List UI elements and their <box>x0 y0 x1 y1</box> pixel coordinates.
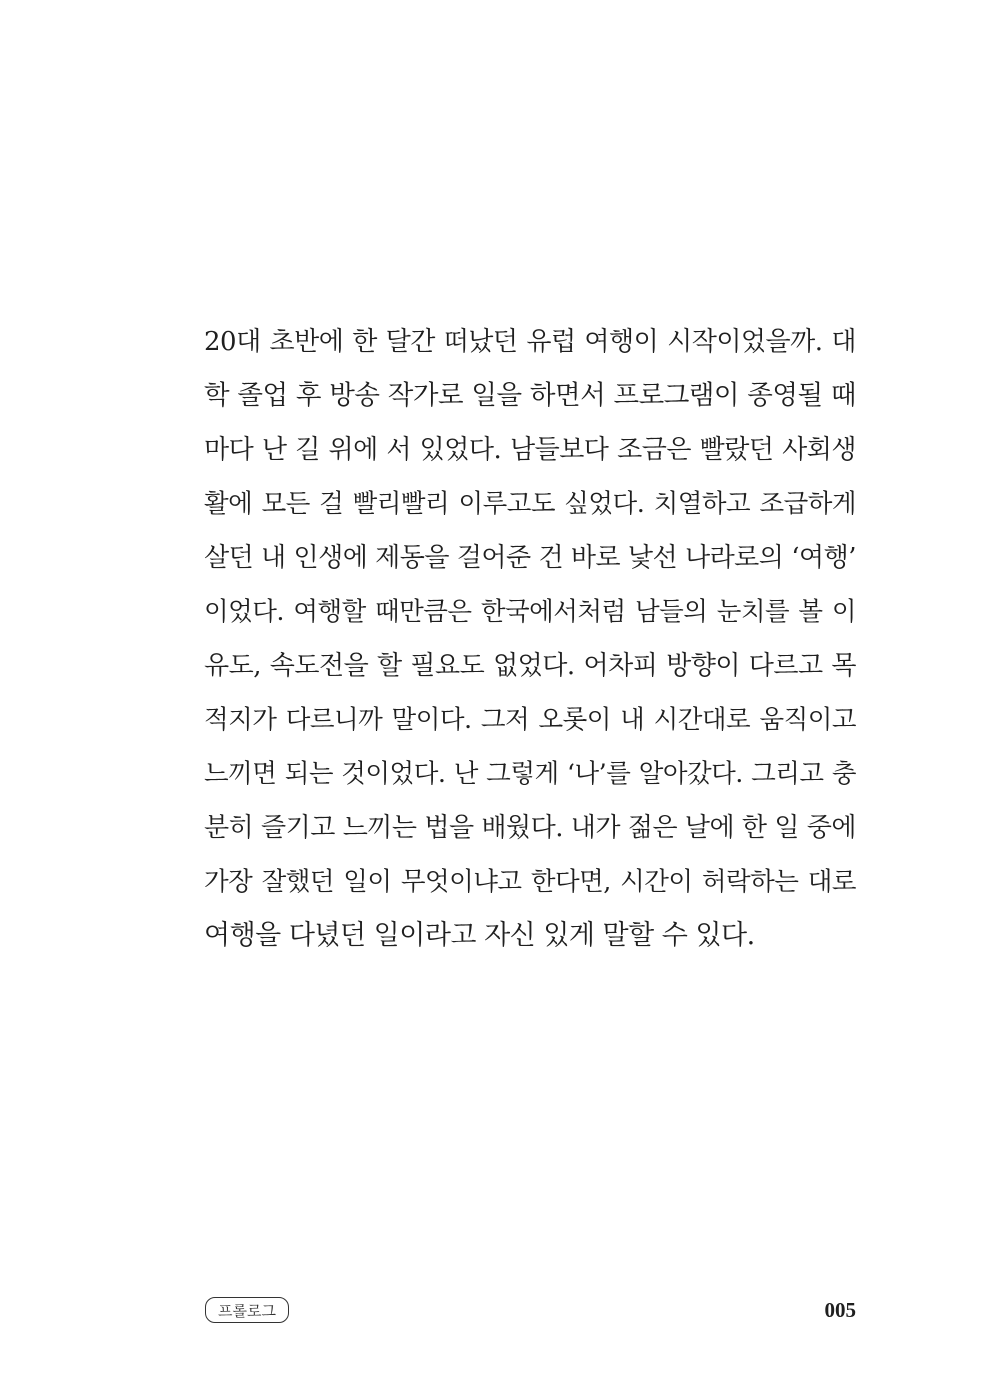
body-paragraph <box>204 315 856 963</box>
text-line: 유도, 속도전을 할 필요도 없었다. 어차피 방향이 다르고 목 <box>204 651 856 681</box>
text-line: 학 졸업 후 방송 작가로 일을 하면서 프로그램이 종영될 때 <box>204 380 856 411</box>
text-line: 20대 초반에 한 달간 떠났던 유럽 여행이 시작이었을까. 대 <box>204 327 856 357</box>
text-line: 적지가 다르니까 말이다. 그저 오롯이 내 시간대로 움직이고 <box>204 705 856 735</box>
text-line: 활에 모든 걸 빨리빨리 이루고도 싶었다. 치열하고 조급하게 <box>204 489 856 519</box>
text-line: 느끼면 되는 것이었다. 난 그렇게 ‘나’를 알아갔다. 그리고 충 <box>204 759 856 789</box>
text-line: 분히 즐기고 느끼는 법을 배웠다. 내가 젊은 날에 한 일 중에 <box>204 813 856 843</box>
text-line: 살던 내 인생에 제동을 걸어준 건 바로 낯선 나라로의 ‘여행’ <box>204 543 856 573</box>
page-number: 005 <box>824 1298 856 1322</box>
text-line: 여행을 다녔던 일이라고 자신 있게 말할 수 있다. <box>204 920 755 951</box>
section-label-badge: 프롤로그 <box>205 1297 289 1323</box>
text-line: 이었다. 여행할 때만큼은 한국에서처럼 남들의 눈치를 볼 이 <box>204 597 856 627</box>
text-line: 마다 난 길 위에 서 있었다. 남들보다 조금은 빨랐던 사회생 <box>204 435 856 465</box>
text-line: 가장 잘했던 일이 무엇이냐고 한다면, 시간이 허락하는 대로 <box>204 867 856 897</box>
